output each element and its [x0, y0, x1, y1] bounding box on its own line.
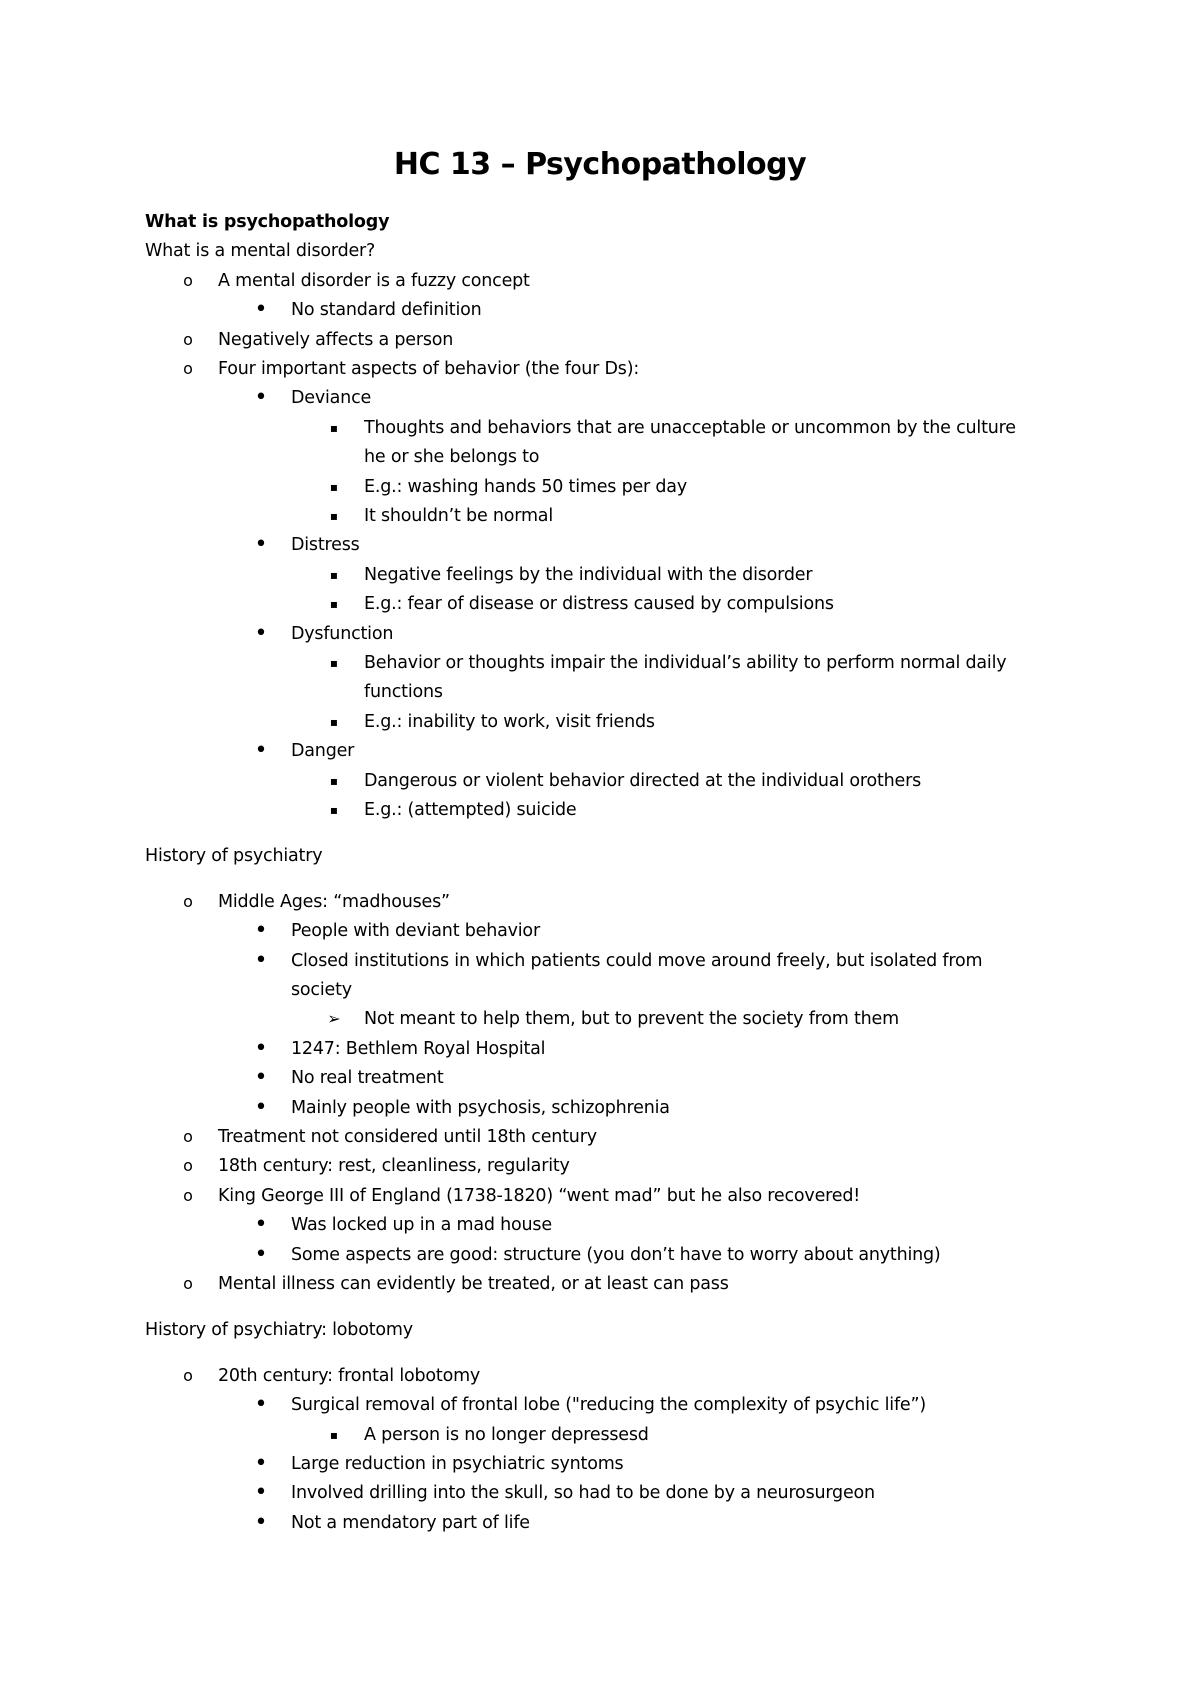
list-item: Not a mendatory part of life — [291, 1512, 530, 1533]
list-item: E.g.: fear of disease or distress caused by compulsions — [364, 594, 834, 615]
square-bullet-icon: ▪ — [329, 509, 339, 523]
square-bullet-icon: ▪ — [329, 420, 339, 435]
list-item: 18th century: rest, cleanliness, regularity — [218, 1156, 570, 1177]
list-item: Four important aspects of behavior (the four Ds): — [218, 359, 640, 379]
arrow-bullet-icon: ➢ — [327, 1009, 341, 1029]
list-item: Dangerous or violent behavior directed at the individual orothers — [364, 770, 922, 791]
list-item: E.g.: inability to work, visit friends — [364, 711, 655, 732]
list-item: he or she belongs to — [364, 447, 540, 468]
circle-bullet-icon: o — [183, 359, 193, 378]
list-item: society — [291, 980, 352, 1000]
list-item: Some aspects are good: structure (you don’t have to worry about anything) — [291, 1244, 941, 1265]
dot-bullet-icon: • — [254, 1241, 268, 1267]
dot-bullet-icon: • — [254, 1212, 268, 1238]
list-item: No standard definition — [291, 300, 482, 321]
list-item: 20th century: frontal lobotomy — [218, 1365, 481, 1386]
dot-bullet-icon: • — [254, 1509, 268, 1535]
dot-bullet-icon: • — [254, 385, 268, 411]
circle-bullet-icon: o — [183, 1365, 193, 1385]
circle-bullet-icon: o — [183, 1127, 193, 1146]
list-item: A person is no longer depressesd — [364, 1424, 649, 1445]
list-item: Surgical removal of frontal lobe ("reducing the complexity of psychic life”) — [291, 1395, 926, 1416]
list-item: Middle Ages: “madhouses” — [218, 891, 450, 912]
square-bullet-icon: ▪ — [329, 479, 339, 494]
list-item: Treatment not considered until 18th century — [218, 1127, 597, 1147]
square-bullet-icon: ▪ — [329, 656, 339, 670]
dot-bullet-icon: • — [254, 1392, 268, 1418]
list-item: A mental disorder is a fuzzy concept — [218, 270, 530, 291]
circle-bullet-icon: o — [183, 1274, 193, 1293]
list-item: E.g.: (attempted) suicide — [364, 800, 577, 820]
dot-bullet-icon: • — [254, 620, 268, 646]
square-bullet-icon: ▪ — [329, 773, 339, 788]
page-title: HC 13 – Psychopathology — [393, 147, 807, 182]
list-item: King George III of England (1738-1820) “went mad” but he also recovered! — [218, 1185, 861, 1206]
dot-bullet-icon: • — [254, 297, 268, 323]
list-item: 1247: Bethlem Royal Hospital — [291, 1038, 546, 1059]
list-item: Deviance — [291, 388, 372, 409]
square-bullet-icon: ▪ — [329, 567, 339, 582]
list-item: Was locked up in a mad house — [291, 1215, 552, 1236]
circle-bullet-icon: o — [183, 270, 193, 290]
dot-bullet-icon: • — [254, 1065, 268, 1091]
dot-bullet-icon: • — [254, 947, 268, 973]
square-bullet-icon: ▪ — [329, 714, 339, 729]
list-item: No real treatment — [291, 1068, 444, 1089]
square-bullet-icon: ▪ — [329, 597, 339, 612]
circle-bullet-icon: o — [183, 1185, 193, 1205]
list-item: Closed institutions in which patients could move around freely, but isolated from — [291, 950, 983, 971]
list-item: Negatively affects a person — [218, 329, 454, 350]
square-bullet-icon: ▪ — [329, 1427, 339, 1442]
list-item: Mainly people with psychosis, schizophrenia — [291, 1097, 670, 1118]
list-item: History of psychiatry: lobotomy — [145, 1319, 413, 1340]
list-item: What is a mental disorder? — [145, 241, 376, 262]
list-item: Danger — [291, 741, 355, 762]
section-heading: What is psychopathology — [145, 212, 390, 232]
dot-bullet-icon: • — [254, 738, 268, 764]
dot-bullet-icon: • — [254, 1035, 268, 1061]
list-item: Not meant to help them, but to prevent the society from them — [364, 1009, 899, 1030]
list-item: E.g.: washing hands 50 times per day — [364, 476, 687, 497]
list-item: History of psychiatry — [145, 845, 323, 866]
dot-bullet-icon: • — [254, 1094, 268, 1120]
square-bullet-icon: ▪ — [329, 803, 339, 817]
list-item: Involved drilling into the skull, so had to be done by a neurosurgeon — [291, 1483, 875, 1504]
dot-bullet-icon: • — [254, 918, 268, 944]
list-item: Behavior or thoughts impair the individual’s ability to perform normal daily — [364, 653, 1007, 673]
list-item: functions — [364, 682, 443, 703]
circle-bullet-icon: o — [183, 329, 193, 349]
list-item: People with deviant behavior — [291, 921, 540, 942]
list-item: Large reduction in psychiatric syntoms — [291, 1454, 624, 1474]
list-item: Negative feelings by the individual with the disorder — [364, 564, 813, 585]
list-item: Dysfunction — [291, 623, 394, 644]
list-item: Mental illness can evidently be treated, or at least can pass — [218, 1274, 729, 1294]
dot-bullet-icon: • — [254, 1451, 268, 1476]
list-item: Thoughts and behaviors that are unacceptable or uncommon by the culture — [364, 417, 1016, 438]
dot-bullet-icon: • — [254, 532, 268, 558]
circle-bullet-icon: o — [183, 1156, 193, 1176]
list-item: It shouldn’t be normal — [364, 506, 553, 526]
dot-bullet-icon: • — [254, 1480, 268, 1506]
list-item: Distress — [291, 535, 360, 556]
circle-bullet-icon: o — [183, 891, 193, 911]
